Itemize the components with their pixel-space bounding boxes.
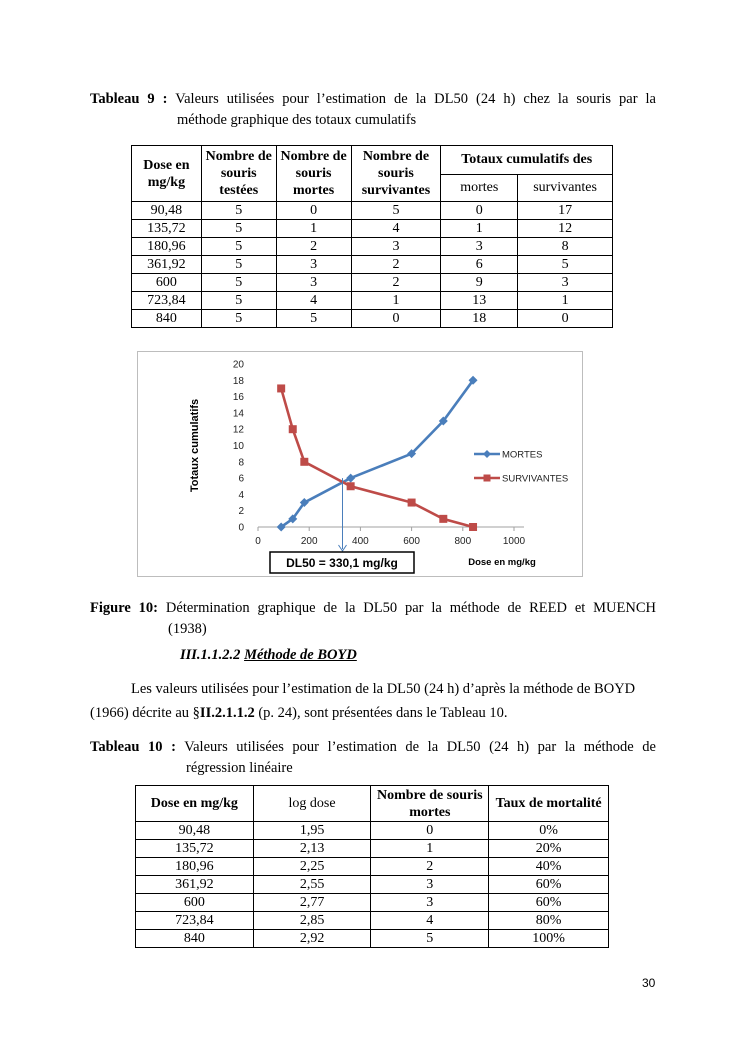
table9-cell: 2 (351, 256, 441, 274)
data-point-survivantes (439, 515, 447, 523)
table10-cell: 3 (371, 876, 489, 894)
legend-marker-survivantes (484, 475, 491, 482)
table9-cell: 723,84 (132, 292, 202, 310)
legend-label-survivantes: SURVIVANTES (502, 473, 569, 485)
series-line-mortes (281, 380, 473, 527)
table10-cell: 60% (489, 876, 609, 894)
y-tick-label: 18 (232, 375, 244, 387)
table9-cell: 17 (518, 202, 613, 220)
y-tick-label: 2 (238, 506, 244, 518)
table9-cell: 3 (276, 256, 351, 274)
table10-header-log: log dose (253, 786, 371, 822)
table10-row (136, 822, 609, 840)
table9-label: Tableau 9 : (90, 91, 168, 107)
table9-caption-line2: méthode graphique des totaux cumulatifs (177, 112, 417, 128)
table9-cell: 0 (441, 202, 518, 220)
table9-cell: 5 (201, 238, 276, 256)
table9-cell: 361,92 (132, 256, 202, 274)
table10-cell: 3 (371, 894, 489, 912)
table9-cell: 5 (201, 310, 276, 328)
table9-cell: 18 (441, 310, 518, 328)
figure10-caption-line2: (1938) (168, 621, 207, 637)
table10-row (136, 876, 609, 894)
table10-cell: 80% (489, 912, 609, 930)
x-tick-label: 800 (454, 536, 472, 547)
table9-row (132, 220, 613, 238)
y-tick-label: 4 (238, 489, 244, 501)
table9-header-dose: Dose en mg/kg (132, 146, 202, 202)
table9 (131, 145, 613, 328)
y-axis-label: Totaux cumulatifs (189, 398, 201, 493)
figure10-label: Figure 10: (90, 600, 159, 616)
section-heading (180, 645, 357, 666)
table9-cell: 1 (351, 292, 441, 310)
y-tick-label: 16 (232, 392, 244, 404)
table10-cell: 4 (371, 912, 489, 930)
table10-cell: 600 (136, 894, 254, 912)
table9-cell: 5 (201, 220, 276, 238)
table10-cell: 2,25 (253, 858, 371, 876)
table9-row (132, 202, 613, 220)
table10-header-rate: Taux de mortalité (489, 786, 609, 822)
table9-cell: 5 (351, 202, 441, 220)
table9-cell: 3 (518, 274, 613, 292)
dl50-annotation-text: DL50 = 330,1 mg/kg (286, 556, 398, 570)
table10-cell: 2,77 (253, 894, 371, 912)
paragraph-ref: II.2.1.1.2 (199, 705, 255, 721)
table9-cell: 4 (351, 220, 441, 238)
table9-cell: 5 (201, 274, 276, 292)
table10-cell: 2,55 (253, 876, 371, 894)
table9-header-dead: Nombre de souris mortes (276, 146, 351, 202)
table9-row (132, 274, 613, 292)
y-tick-label: 10 (232, 441, 244, 452)
table9-cell: 0 (518, 310, 613, 328)
figure10-caption-line1: Détermination graphique de la DL50 par la méthode de REED et MUENCH (165, 600, 657, 616)
table9-cell: 3 (441, 238, 518, 256)
table10 (135, 785, 609, 948)
table9-cell: 5 (201, 292, 276, 310)
table10-caption-line1: Valeurs utilisées pour l’estimation de la DL50 (24 h) par la méthode de (184, 739, 656, 755)
table9-cell: 9 (441, 274, 518, 292)
table10-cell: 100% (489, 930, 609, 948)
x-axis-ticks (255, 527, 525, 547)
table10-cell: 2,92 (253, 930, 371, 948)
table10-cell: 20% (489, 840, 609, 858)
table10-cell: 2,13 (253, 840, 371, 858)
table9-cell: 12 (518, 220, 613, 238)
data-point-survivantes (347, 482, 355, 490)
table9-header-surv: Nombre de souris survivantes (351, 146, 441, 202)
table10-cell: 5 (371, 930, 489, 948)
table9-cell: 1 (441, 220, 518, 238)
table9-header-tested: Nombre de souris testées (201, 146, 276, 202)
y-tick-label: 12 (232, 424, 244, 436)
table10-cell: 40% (489, 858, 609, 876)
table9-cell: 1 (276, 220, 351, 238)
x-tick-label: 600 (403, 536, 420, 547)
table9-cell: 13 (441, 292, 518, 310)
figure10-chart (138, 352, 582, 576)
table9-cell: 4 (276, 292, 351, 310)
table10-cell: 361,92 (136, 876, 254, 894)
x-tick-label: 400 (352, 536, 369, 547)
x-axis-label: Dose en mg/kg (468, 557, 536, 568)
table9-cell: 840 (132, 310, 202, 328)
section-number: III.1.1.2.2 (180, 647, 241, 663)
table9-cell: 5 (276, 310, 351, 328)
table10-header-dose: Dose en mg/kg (136, 786, 254, 822)
table9-cell: 2 (351, 274, 441, 292)
y-axis-ticks (233, 360, 245, 534)
table9-cell: 600 (132, 274, 202, 292)
table10-cell: 90,48 (136, 822, 254, 840)
table9-cell: 5 (201, 256, 276, 274)
table9-row (132, 292, 613, 310)
table10-label: Tableau 10 : (90, 739, 176, 755)
table9-cell: 135,72 (132, 220, 202, 238)
paragraph-line2 (90, 703, 508, 724)
chart-legend (474, 450, 568, 485)
dl50-annotation-group (270, 478, 414, 573)
table10-caption-line2: régression linéaire (186, 760, 293, 776)
table10-caption (90, 737, 656, 779)
table9-cell: 8 (518, 238, 613, 256)
table10-cell: 2,85 (253, 912, 371, 930)
y-tick-label: 20 (232, 359, 244, 371)
y-tick-label: 8 (238, 457, 244, 469)
y-tick-label: 6 (238, 473, 244, 485)
table9-cell: 5 (518, 256, 613, 274)
paragraph-line2-post: (p. 24), sont présentées dans le Tableau 10. (254, 705, 508, 721)
table10-row (136, 912, 609, 930)
figure10-caption (90, 598, 656, 640)
table9-cell: 0 (351, 310, 441, 328)
table10-body (136, 822, 609, 948)
chart-series (277, 376, 478, 532)
table10-cell: 0 (371, 822, 489, 840)
legend-marker-mortes (483, 450, 491, 458)
series-line-survivantes (281, 388, 473, 527)
table10-cell: 1,95 (253, 822, 371, 840)
legend-label-mortes: MORTES (502, 449, 543, 461)
table9-cell: 6 (441, 256, 518, 274)
table9-cell: 180,96 (132, 238, 202, 256)
table9-cell: 2 (276, 238, 351, 256)
paragraph-line1: Les valeurs utilisées pour l’estimation de la DL50 (24 h) d’après la méthode de BOYD (131, 681, 636, 697)
table10-cell: 135,72 (136, 840, 254, 858)
table10-row (136, 858, 609, 876)
table9-row (132, 238, 613, 256)
y-tick-label: 14 (232, 408, 244, 420)
table9-row (132, 310, 613, 328)
table10-row (136, 840, 609, 858)
x-tick-label: 200 (300, 536, 318, 547)
data-point-survivantes (408, 499, 416, 507)
table10-cell: 180,96 (136, 858, 254, 876)
table9-body (132, 202, 613, 328)
data-point-survivantes (277, 384, 285, 392)
table10-row (136, 894, 609, 912)
table10-row (136, 930, 609, 948)
table10-cell: 60% (489, 894, 609, 912)
paragraph-line2-pre: (1966) décrite au § (90, 705, 200, 721)
table9-caption-line1: Valeurs utilisées pour l’estimation de la DL50 (24 h) chez la souris par la (175, 91, 656, 107)
data-point-survivantes (289, 425, 297, 433)
table10-cell: 723,84 (136, 912, 254, 930)
table9-header-cumul: Totaux cumulatifs des (441, 146, 613, 175)
section-title: Méthode de BOYD (244, 647, 357, 663)
page-number: 30 (642, 976, 656, 990)
table9-cell: 0 (276, 202, 351, 220)
table9-cell: 1 (518, 292, 613, 310)
table9-caption (90, 89, 656, 131)
table10-cell: 0% (489, 822, 609, 840)
table9-row (132, 256, 613, 274)
data-point-mortes (346, 474, 355, 483)
data-point-survivantes (469, 523, 477, 531)
table10-cell: 1 (371, 840, 489, 858)
table10-cell: 2 (371, 858, 489, 876)
figure10-chart-frame (137, 351, 583, 577)
data-point-survivantes (300, 458, 308, 466)
table10-header-dead: Nombre de souris mortes (371, 786, 489, 822)
table9-header-cumul-surv: survivantes (518, 174, 613, 201)
x-tick-label: 1000 (502, 536, 526, 547)
y-tick-label: 0 (238, 522, 244, 534)
x-tick-label: 0 (255, 536, 261, 547)
table9-cell: 3 (276, 274, 351, 292)
table9-cell: 5 (201, 202, 276, 220)
table10-cell: 840 (136, 930, 254, 948)
table9-cell: 3 (351, 238, 441, 256)
table9-cell: 90,48 (132, 202, 202, 220)
table9-header-cumul-dead: mortes (441, 174, 518, 201)
